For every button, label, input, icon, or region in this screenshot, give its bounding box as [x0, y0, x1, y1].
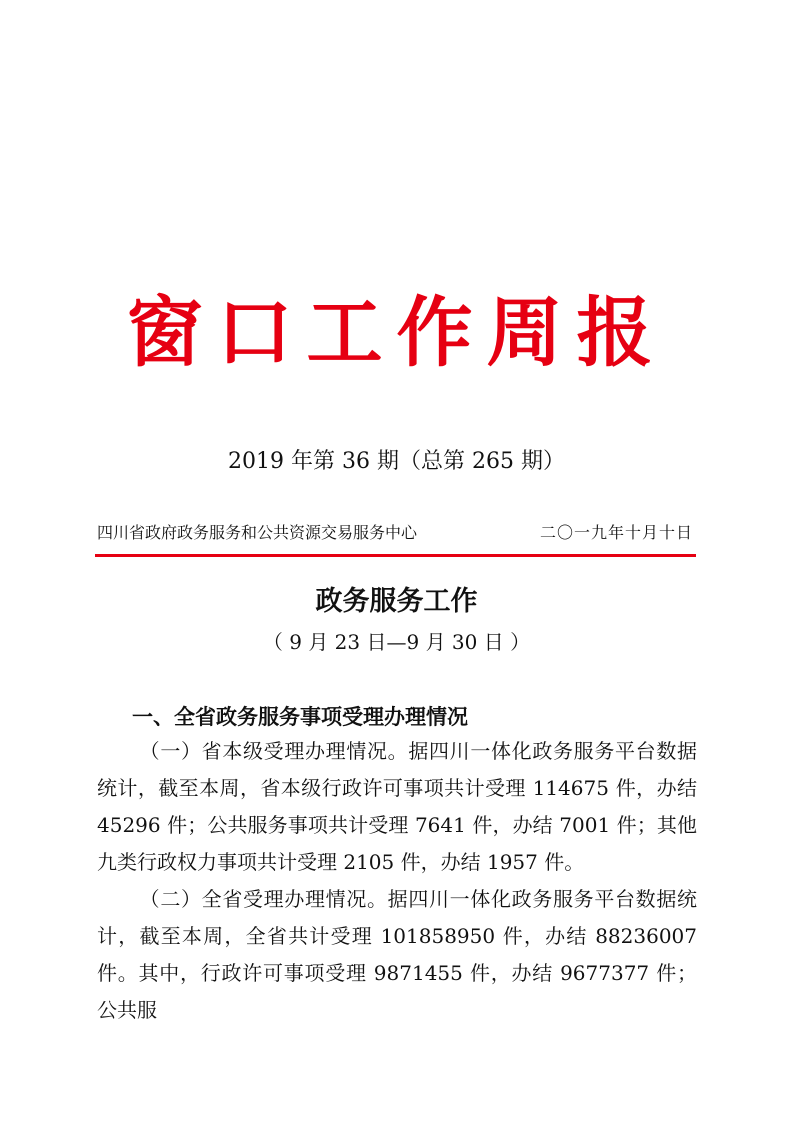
heading-level-1: 一、全省政务服务事项受理办理情况	[132, 705, 468, 729]
paragraph	[97, 733, 697, 881]
paragraph-text: （一）省本级受理办理情况。据四川一体化政务服务平台数据统计，截至本周，省本级行政许可事项共计受理 114675 件，办结 45296 件；公共服务事项共计受理 7641 件，办结 7001 件；其他九类行政权力事项共计受理 2105 件，办结 1957 件。	[97, 739, 697, 874]
section-title: 政务服务工作	[315, 586, 478, 617]
publisher-row	[97, 520, 693, 546]
publication-date: 二〇一九年十月十日	[539, 523, 693, 542]
paragraph	[97, 881, 697, 1029]
date-range: （ 9 月 23 日—9 月 30 日 ）	[262, 630, 531, 654]
publisher-name: 四川省政府政务服务和公共资源交易服务中心	[97, 523, 418, 542]
red-divider	[95, 554, 696, 557]
paragraph-text: （二）全省受理办理情况。据四川一体化政务服务平台数据统计，截至本周，全省共计受理 101858950 件，办结 88236007 件。其中，行政许可事项受理 9871455 件，办结 9677377 件；公共服	[97, 887, 697, 1022]
masthead-title: 窗口工作周报	[126, 288, 667, 377]
issue-number: 2019 年第 36 期（总第 265 期）	[228, 449, 565, 474]
